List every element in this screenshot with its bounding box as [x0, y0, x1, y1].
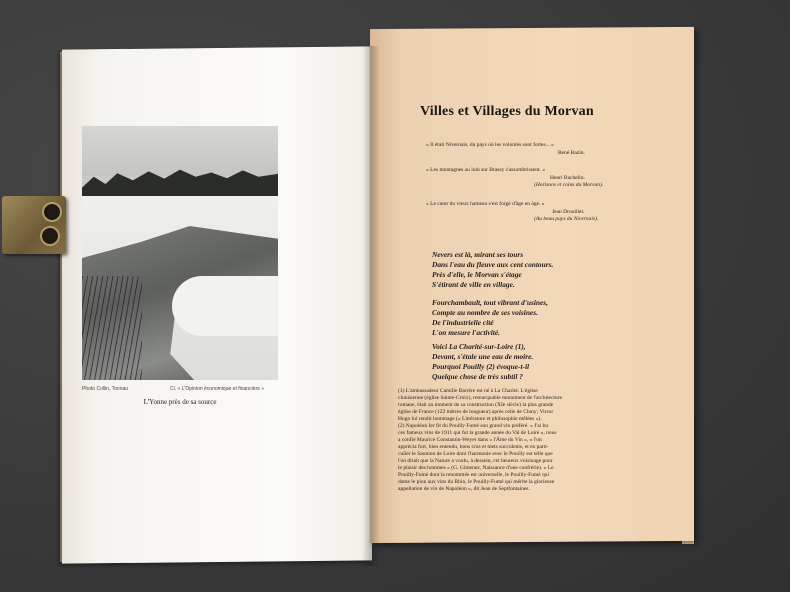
epigraph-author: Henri Bachelin.: [550, 175, 585, 181]
epigraph-work: (Horizons et coins du Morvan).: [534, 182, 604, 188]
book-gutter: [362, 46, 380, 566]
footnote-line: Pouilly-Fumé dont la renommée est universelle, le Pouilly-Fumé qui: [398, 472, 550, 478]
verse-line: S'étirant de ville en village.: [432, 280, 515, 289]
epigraph-quote: « Il était Nivernais, du pays où les volontés sont fortes... »: [426, 142, 554, 148]
footnote-line: dame le pion aux vins du Rhin, le Pouilly-Fumé qui mérite la glorieuse: [398, 479, 555, 485]
verse-line: Pourquoi Pouilly (2) évoque-t-il: [432, 362, 530, 371]
footnote-line: clunisienne (église Sainte-Croix), remarquable monument de l'architecture: [398, 395, 562, 401]
footnote-line: église de France (122 mètres de longueur) après celle de Cluny; Victor: [398, 409, 554, 415]
river-photograph: [82, 126, 278, 380]
epigraph-work: (Au beau pays du Nivernais).: [534, 216, 599, 222]
metal-clip: [2, 196, 66, 254]
verse-line: Devant, s'étale une eau de moire.: [432, 352, 534, 361]
footnote-line: apprécia fort, bien entendu, bons crus et mets succulents, et en parti-: [398, 444, 549, 450]
footnote-line: ces fameux vins de 1911 qui fut la grande année du Val de Loire », nous: [398, 430, 557, 436]
verse-line: Près d'elle, le Morvan s'étage: [432, 270, 522, 279]
footnote-line: a confié Maurice Constantin-Weyer dans « l'Âme du Vin », « l'on: [398, 437, 542, 443]
footnote-line: appellation de vin de Napoléon », dit Jean de Septfontaines.: [398, 486, 530, 492]
footnote-line: l'on dirait que la Nature a voulu, à dessein, cet heureux voisinage pour: [398, 458, 553, 464]
photo-credit: Photo Collin, Tonnau: [82, 386, 129, 392]
footnote-line: le plaisir des hommes » (G. Gimenez, Naissance d'une confrérie). « Le: [398, 465, 554, 471]
verse-line: Voici La Charité-sur-Loire (1),: [432, 342, 526, 351]
photo-snowbank: [172, 276, 278, 336]
footnote-line: romane, était au moment de sa construction (XIe siècle) la plus grande: [398, 402, 554, 408]
epigraph-author: Jean Drouillet.: [552, 209, 585, 215]
verse-line: Nevers est là, mirant ses tours: [432, 250, 524, 259]
photo-reeds: [82, 276, 142, 380]
verse-line: Fourchambault, tout vibrant d'usines,: [432, 298, 549, 307]
photo-source: Cl. « L'Opinion économique et financière »: [170, 386, 265, 392]
epigraph-author: René Bazin.: [558, 150, 585, 156]
clip-hole: [40, 226, 60, 246]
photo-sky: [82, 126, 278, 176]
page-title: Villes et Villages du Morvan: [420, 104, 594, 119]
verse-line: Dans l'eau du fleuve aux cent contours.: [432, 260, 554, 269]
verse-line: Compte au nombre de ses voisines.: [432, 308, 538, 317]
photo-caption: L'Yonne près de sa source: [143, 398, 217, 406]
verse-line: De l'industrielle cité: [432, 318, 494, 327]
epigraph-quote: « Les montagnes au loin sur Brassy s'assombrissent. »: [426, 167, 546, 173]
epigraph-quote: « Le cœur du vieux hameau s'est forgé d'âge en âge. »: [426, 201, 545, 207]
clip-hole: [42, 202, 62, 222]
footnote-line: Hugo lui rendit hommage (« Littérature et philosophie mêlées »).: [398, 416, 542, 422]
verse-line: Quelque chose de très subtil ?: [432, 372, 523, 381]
verse-line: L'on mesure l'activité.: [432, 328, 500, 337]
footnote-line: culier le Saumon de Loire dont l'harmonie avec le Pouilly est telle que: [398, 451, 553, 457]
footnote-line: (1) L'ambassadeur Camille Barrère est né à La Charité. L'église: [398, 388, 538, 394]
footnote-line: (2) Napoléon Ier fit du Pouilly Fumé son grand vin préféré. « J'ai bu: [398, 423, 549, 429]
